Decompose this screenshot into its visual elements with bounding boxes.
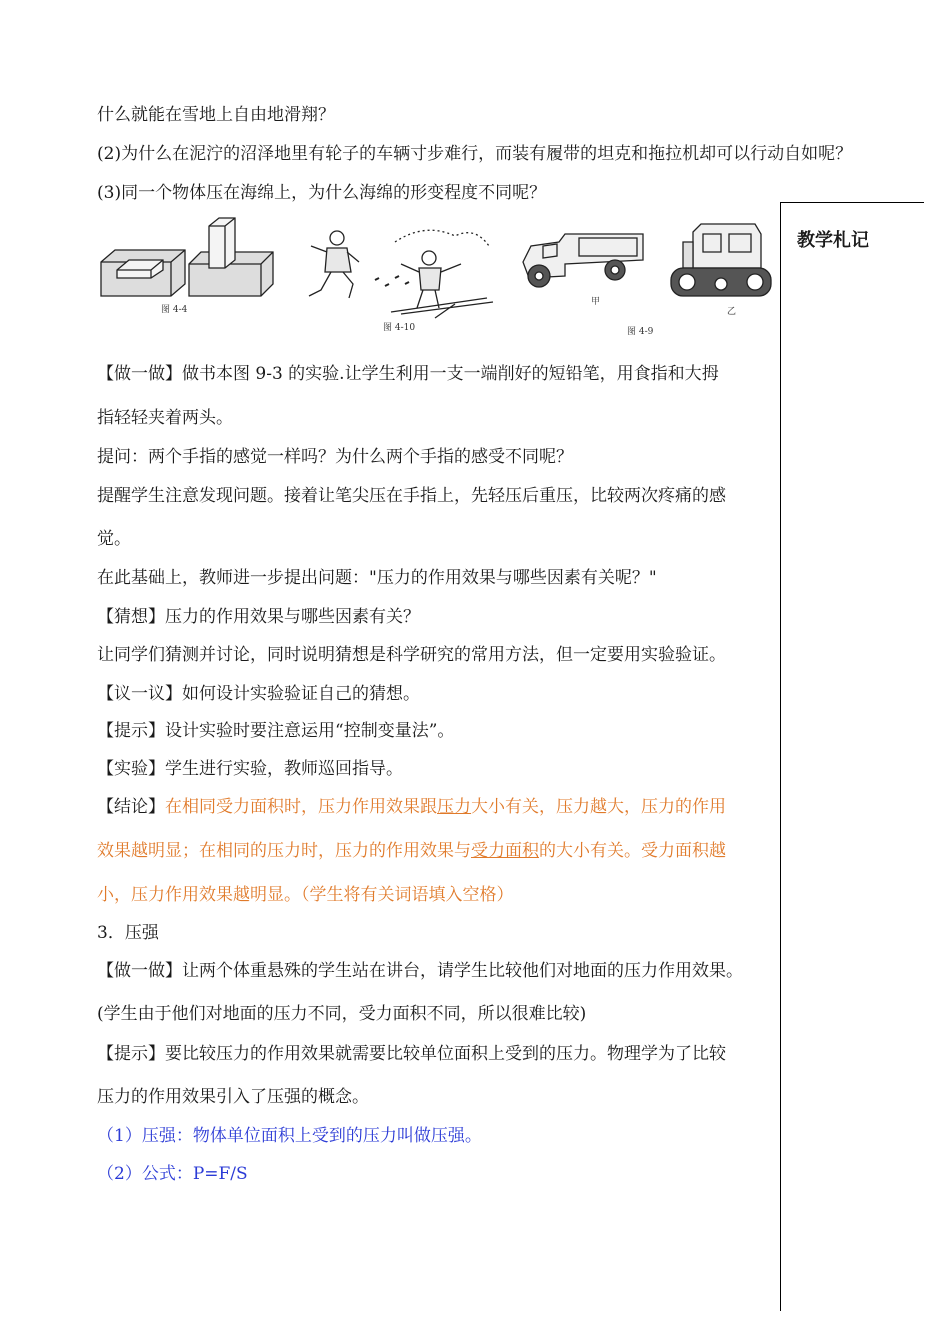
tractor-figure <box>671 224 771 296</box>
do-it-2-note: (学生由于他们对地面的压力不同，受力面积不同，所以很难比较) <box>97 1004 587 1024</box>
figure-caption-3: 图 4-9 <box>627 327 654 337</box>
question-3: (3)同一个物体压在海绵上，为什么海绵的形变程度不同呢？ <box>97 183 547 203</box>
notes-column <box>780 202 924 1311</box>
question-ask: 提问：两个手指的感觉一样吗？为什么两个手指的感受不同呢？ <box>97 447 573 467</box>
section-3-title: 3．压强 <box>97 923 159 943</box>
question-2: (2)为什么在泥泞的沼泽地里有轮子的车辆寸步难行，而装有履带的坦克和拖拉机却可以行动自如呢？ <box>97 144 853 164</box>
figures-strip <box>95 212 775 340</box>
truck-figure <box>523 234 643 287</box>
figure-caption-1: 图 4-4 <box>161 305 188 315</box>
further-question: 在此基础上，教师进一步提出问题："压力的作用效果与哪些因素有关呢？" <box>97 568 657 588</box>
conclusion-text-1b: 大小有关，压力越大，压力的作用 <box>471 797 726 817</box>
hint-2a: 【提示】要比较压力的作用效果就需要比较单位面积上受到的压力。物理学为了比较 <box>97 1044 726 1064</box>
question-1-tail: 什么就能在雪地上自由地滑翔？ <box>97 105 335 125</box>
sponge-brick-figure <box>101 218 273 296</box>
blank-area: 受力面积 <box>471 841 539 861</box>
conclusion-line-2 <box>97 840 726 862</box>
guess-note: 让同学们猜测并讨论，同时说明猜想是科学研究的常用方法，但一定要用实验验证。 <box>97 645 726 665</box>
label-yi: 乙 <box>727 307 737 317</box>
conclusion-text-1a: 在相同受力面积时，压力作用效果跟 <box>165 797 437 817</box>
discuss: 【议一议】如何设计实验验证自己的猜想。 <box>97 684 420 704</box>
conclusion-text-2b: 的大小有关。受力面积越 <box>539 841 726 861</box>
conclusion-tag: 【结论】 <box>97 797 165 817</box>
guess: 【猜想】压力的作用效果与哪些因素有关？ <box>97 607 420 627</box>
label-jia: 甲 <box>591 297 601 307</box>
remind-b: 觉。 <box>97 529 131 549</box>
conclusion-line-1 <box>97 796 726 818</box>
conclusion-text-2a: 效果越明显；在相同的压力时，压力的作用效果与 <box>97 841 471 861</box>
remind-a: 提醒学生注意发现问题。接着让笔尖压在手指上，先轻压后重压，比较两次疼痛的感 <box>97 486 726 506</box>
walker-skier-figure <box>309 230 493 318</box>
hint-2b: 压力的作用效果引入了压强的概念。 <box>97 1087 369 1107</box>
do-it-2: 【做一做】让两个体重悬殊的学生站在讲台，请学生比较他们对地面的压力作用效果。 <box>97 961 743 981</box>
blank-pressure: 压力 <box>437 797 471 817</box>
do-it-1b: 指轻轻夹着两头。 <box>97 408 233 428</box>
conclusion-line-3: 小，压力作用效果越明显。（学生将有关词语填入空格） <box>97 885 514 905</box>
do-it-1a: 【做一做】做书本图 9-3 的实验.让学生利用一支一端削好的短铅笔，用食指和大拇 <box>97 364 719 384</box>
experiment: 【实验】学生进行实验，教师巡回指导。 <box>97 759 403 779</box>
notes-title: 教学札记 <box>797 230 869 251</box>
definition-pressure: （1）压强：物体单位面积上受到的压力叫做压强。 <box>97 1126 482 1146</box>
figure-caption-2: 图 4-10 <box>383 323 416 333</box>
definition-formula: （2）公式：P=F/S <box>97 1164 248 1184</box>
hint-1: 【提示】设计实验时要注意运用“控制变量法”。 <box>97 721 455 741</box>
